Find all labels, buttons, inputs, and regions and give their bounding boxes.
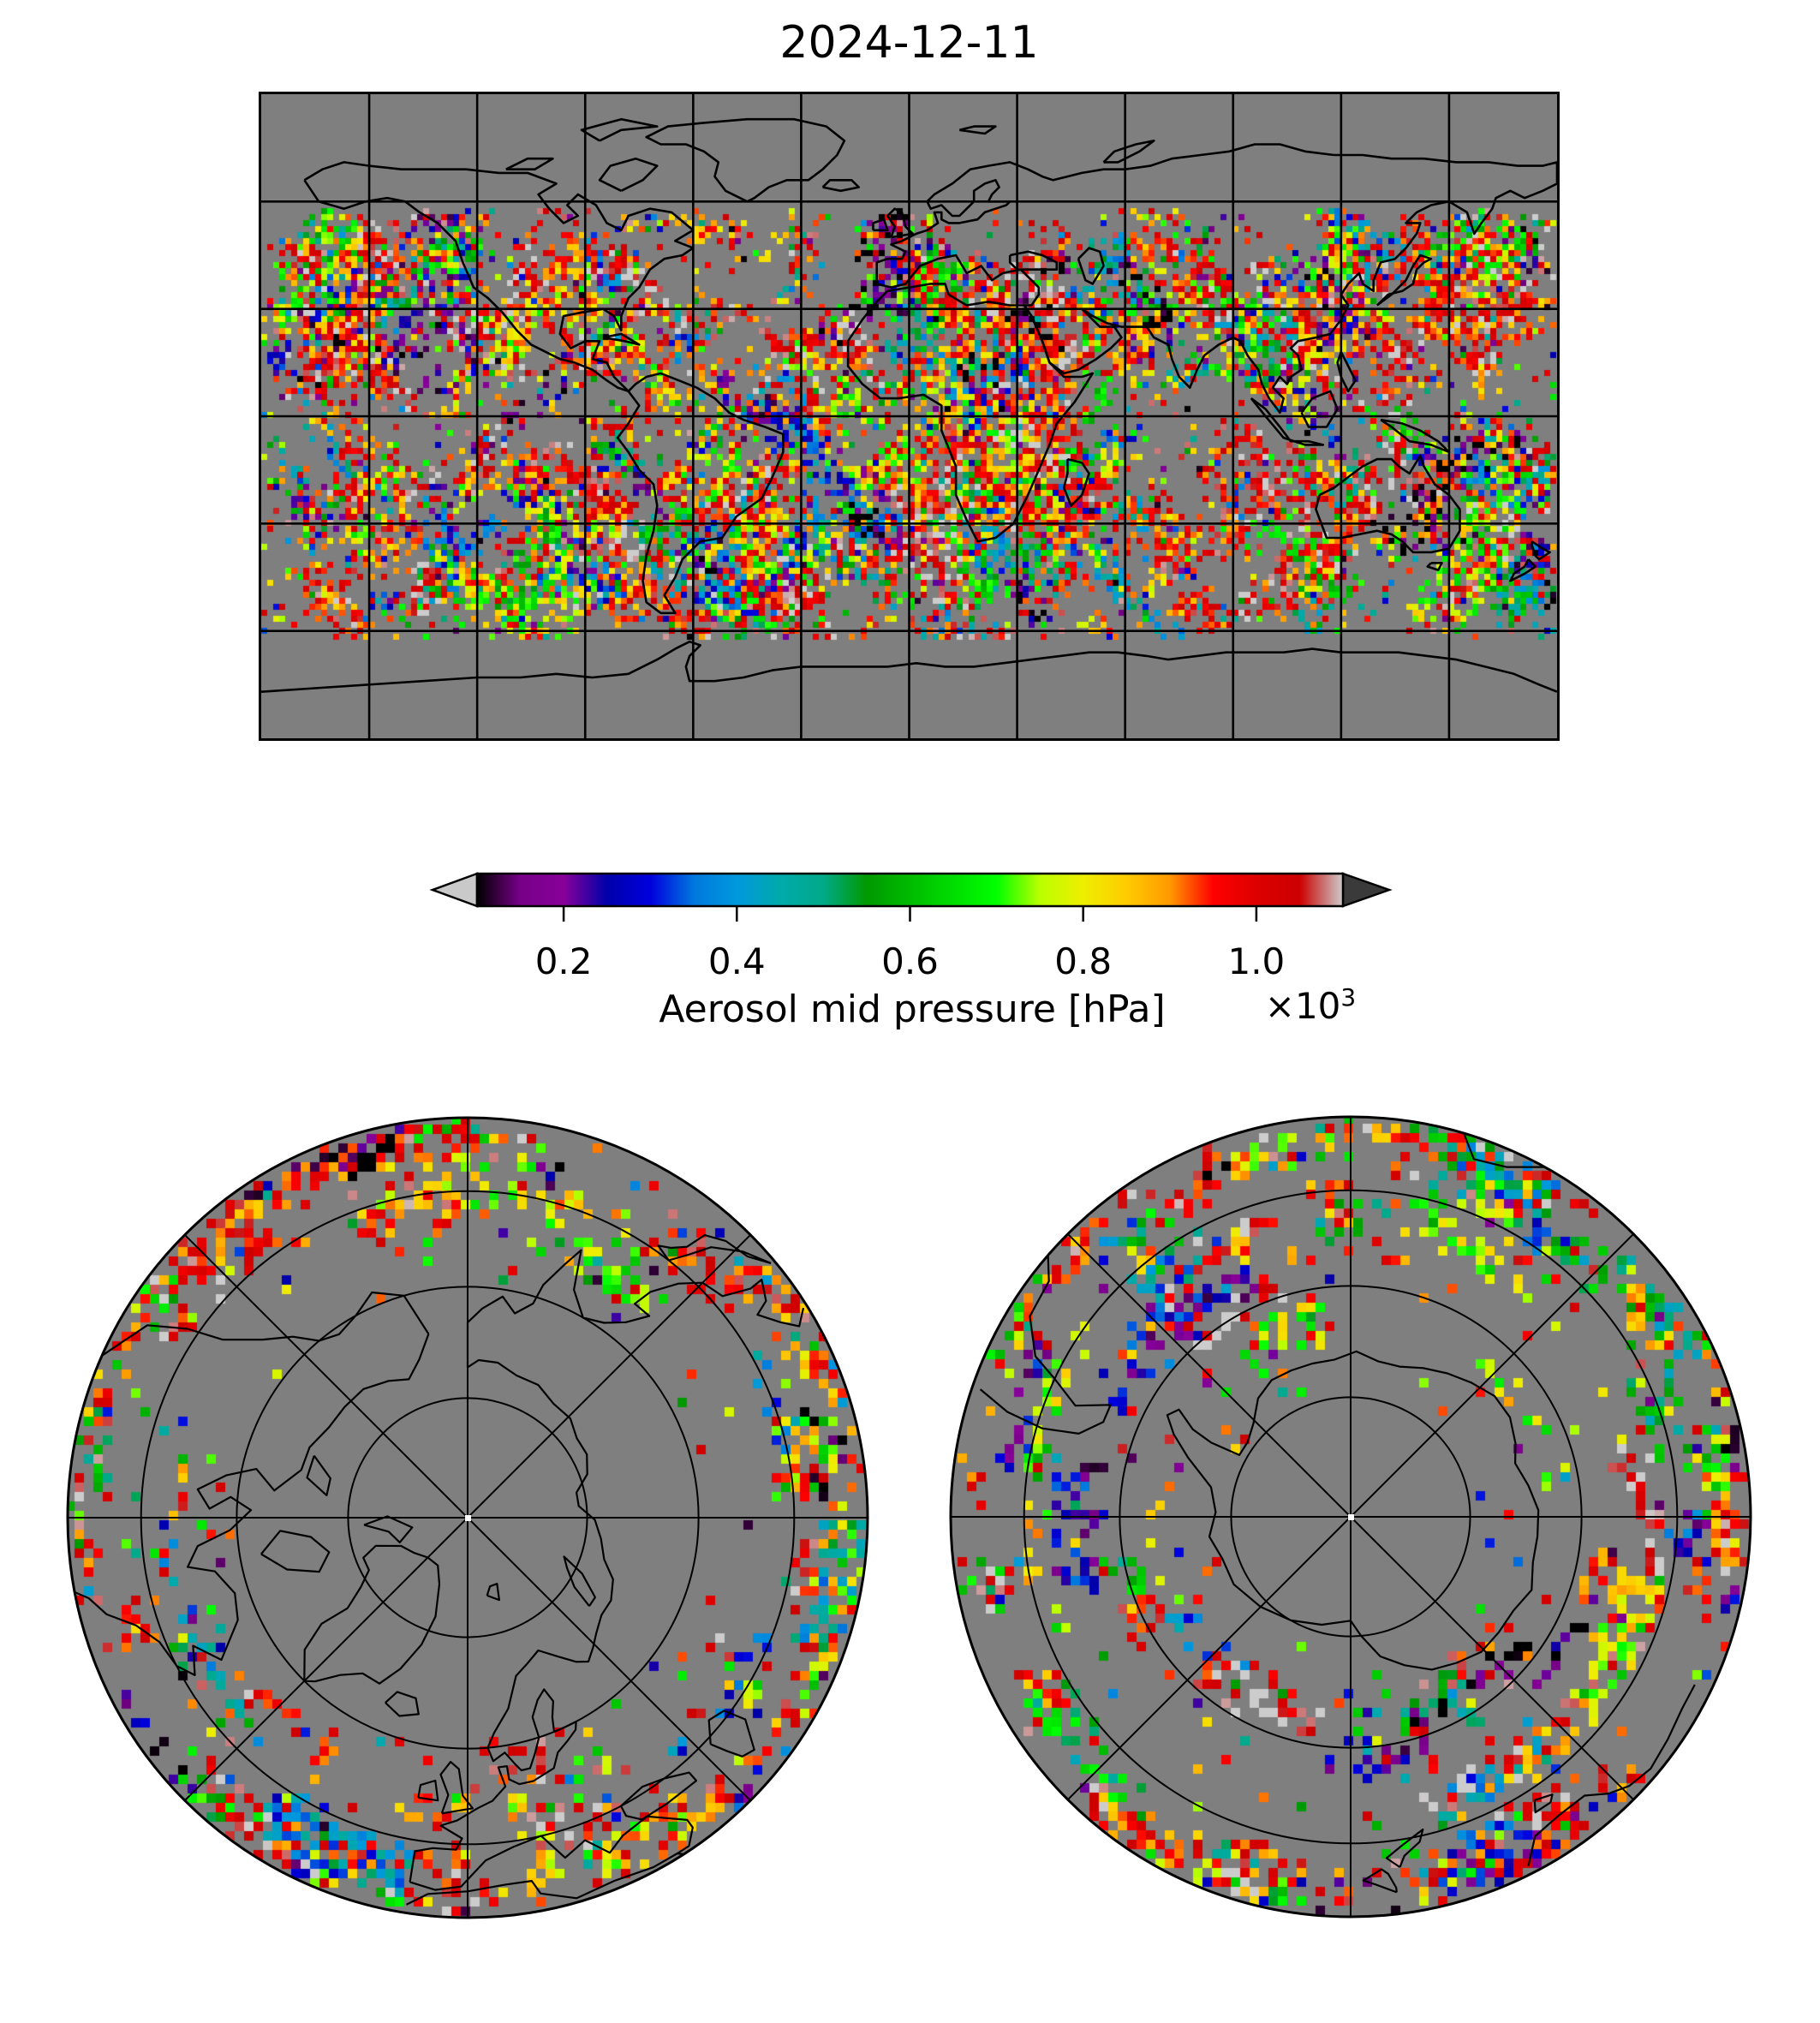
coastline-new_guinea — [1381, 420, 1449, 452]
coastline-iceland — [385, 1692, 419, 1716]
coastline-victoria_island — [307, 1456, 331, 1495]
colorbar — [424, 867, 1400, 932]
coastline-cuba — [603, 334, 639, 345]
colorbar-offset-text — [1225, 983, 1396, 1027]
meridian-line — [1068, 1517, 1351, 1799]
coastline-south_america — [618, 373, 783, 613]
coastline-borneo — [1302, 391, 1338, 427]
coastline-iceland — [823, 180, 859, 191]
coastline-south_america — [981, 1244, 1111, 1434]
coastline-novaya_zemlya — [1104, 140, 1155, 162]
global-map-panel — [259, 92, 1560, 741]
meridian-line — [185, 1518, 468, 1800]
coastline-baffin — [261, 1531, 329, 1572]
coastline-greenland — [647, 119, 844, 201]
colorbar-under-arrow — [433, 874, 477, 906]
colorbar-axis-label: Aerosol mid pressure [hPa] — [659, 988, 1166, 1031]
coastline-ellesmere — [364, 1516, 412, 1543]
colorbar-tick-label: 1.0 — [1227, 940, 1286, 982]
colorbar-tick-label: 0.4 — [707, 940, 766, 982]
coastline-madagascar — [1064, 459, 1089, 505]
north-pole-overlay — [65, 1115, 870, 1920]
coastline-australia — [1316, 456, 1459, 552]
colorbar-tick-label: 0.8 — [1054, 940, 1113, 982]
coastline-ireland — [418, 1781, 438, 1800]
south-pole-overlay — [948, 1114, 1753, 1919]
meridian-line — [1351, 1517, 1633, 1799]
coastline-tasmania — [1535, 1794, 1553, 1812]
coastline-north_america — [65, 1292, 428, 1675]
south-pole-map-panel — [948, 1114, 1753, 1919]
coastline-svalbard — [487, 1584, 499, 1600]
coastline-svalbard — [959, 127, 995, 134]
coastline-nz_north — [1532, 541, 1550, 559]
coastline-caspian — [1078, 248, 1104, 284]
coastline-black_sea — [621, 1773, 696, 1820]
meridian-line — [468, 1235, 750, 1518]
north-pole-map-panel — [65, 1115, 870, 1920]
coastline-caspian — [709, 1710, 755, 1756]
meridian-line — [1068, 1234, 1351, 1517]
coastline-nz_south — [1387, 1829, 1423, 1867]
colorbar-over-arrow — [1343, 874, 1389, 906]
coastline-baffin — [600, 158, 657, 191]
coastline-sumatra_java — [1251, 398, 1323, 445]
coastline-antarctica — [1167, 1352, 1538, 1670]
coastline-africa — [848, 283, 1093, 541]
coastline-tasmania — [1428, 563, 1442, 570]
coastline-victoria_island — [506, 158, 553, 170]
offset-exponent: 3 — [1340, 983, 1357, 1012]
coastline-north_america — [304, 162, 693, 391]
figure-title: 2024-12-11 — [779, 17, 1039, 69]
meridian-line — [1351, 1234, 1633, 1517]
coastline-japan — [1377, 255, 1431, 306]
pole-marker — [465, 1515, 471, 1521]
colorbar-gradient — [477, 874, 1343, 906]
coastline-ireland — [874, 219, 888, 230]
offset-base: ×10 — [1264, 985, 1341, 1027]
global-map-overlay — [261, 94, 1557, 738]
coastline-eurasia — [877, 145, 1557, 413]
coastline-nz_south — [1510, 559, 1535, 581]
colorbar-tick-label: 0.6 — [881, 940, 939, 982]
colorbar-tick-label: 0.2 — [534, 940, 593, 982]
coastline-nz_north — [1364, 1870, 1397, 1893]
pole-marker — [1348, 1514, 1354, 1520]
coastline-africa — [407, 1853, 696, 1905]
